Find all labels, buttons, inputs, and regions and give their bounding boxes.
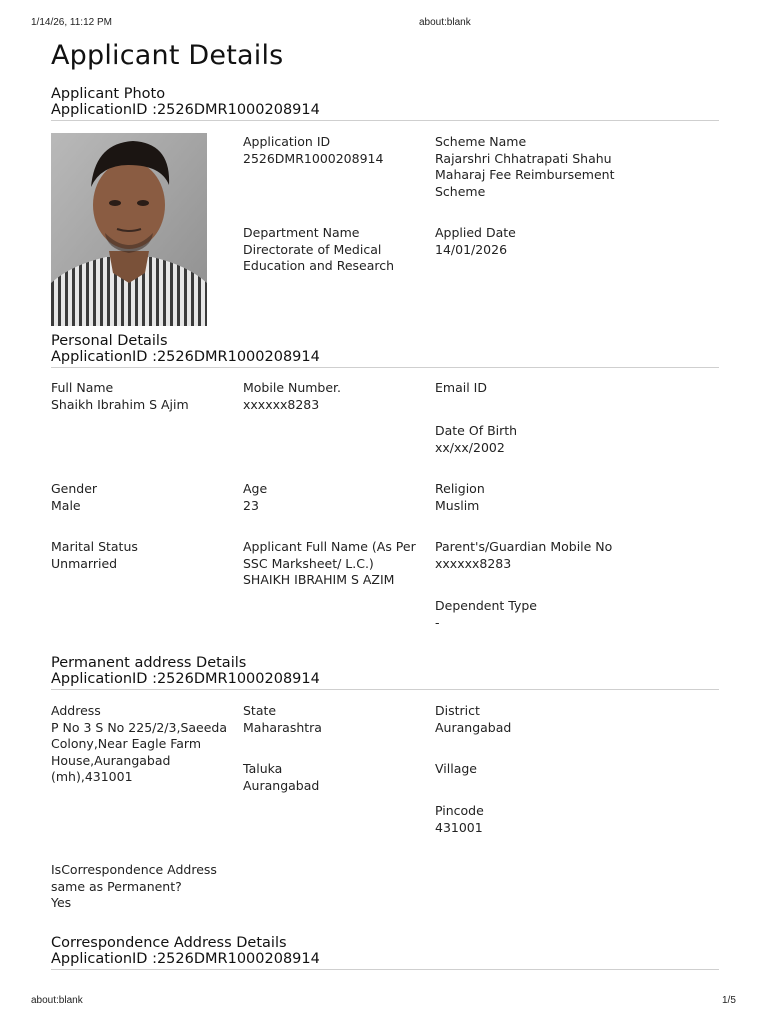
full-name-field bbox=[51, 380, 231, 413]
taluka-label: Taluka bbox=[243, 761, 283, 776]
application-id-value: 2526DMR1000208914 bbox=[243, 150, 384, 166]
marital-status-label: Marital Status bbox=[51, 539, 138, 554]
gender-field bbox=[51, 481, 231, 514]
email-id-label: Email ID bbox=[435, 380, 487, 395]
scheme-name-value: Rajarshri Chhatrapati Shahu Maharaj Fee Reimbursement Scheme bbox=[435, 150, 615, 199]
date-of-birth-value: xx/xx/2002 bbox=[435, 439, 505, 455]
pincode-field bbox=[435, 803, 625, 836]
print-footer-url: about:blank bbox=[31, 995, 83, 1006]
religion-value: Muslim bbox=[435, 497, 480, 513]
district-field bbox=[435, 703, 625, 736]
section-divider bbox=[51, 367, 719, 368]
state-label: State bbox=[243, 703, 277, 718]
pincode-label: Pincode bbox=[435, 803, 484, 818]
page-title: Applicant Details bbox=[51, 40, 284, 71]
scheme-name-field bbox=[435, 134, 625, 200]
applicant-photo bbox=[51, 133, 207, 326]
religion-label: Religion bbox=[435, 481, 485, 496]
mobile-number-field bbox=[243, 380, 423, 413]
print-page-number: 1/5 bbox=[722, 995, 736, 1006]
taluka-field bbox=[243, 761, 423, 794]
guardian-mobile-value: xxxxxx8283 bbox=[435, 555, 512, 571]
applicant-photo-image bbox=[51, 133, 207, 326]
applied-date-field bbox=[435, 225, 625, 258]
ssc-name-value: SHAIKH IBRAHIM S AZIM bbox=[243, 572, 395, 587]
district-value: Aurangabad bbox=[435, 719, 512, 735]
department-name-value: Directorate of Medical Education and Research bbox=[243, 241, 395, 273]
same-as-permanent-label: IsCorrespondence Address same as Permanent? bbox=[51, 862, 217, 894]
section-application-id: ApplicationID :2526DMR1000208914 bbox=[51, 349, 320, 365]
email-id-field bbox=[435, 380, 625, 397]
age-label: Age bbox=[243, 481, 268, 496]
full-name-value: Shaikh Ibrahim S Ajim bbox=[51, 396, 189, 412]
section-divider bbox=[51, 120, 719, 121]
gender-value: Male bbox=[51, 497, 81, 513]
address-label: Address bbox=[51, 703, 101, 718]
marital-status-field bbox=[51, 539, 231, 572]
section-title: Personal Details bbox=[51, 333, 168, 349]
section-application-id: ApplicationID :2526DMR1000208914 bbox=[51, 951, 320, 967]
section-title: Applicant Photo bbox=[51, 86, 166, 102]
applied-date-value: 14/01/2026 bbox=[435, 241, 508, 257]
department-name-label: Department Name bbox=[243, 225, 360, 240]
dependent-type-field bbox=[435, 598, 625, 631]
religion-field bbox=[435, 481, 625, 514]
scheme-name-label: Scheme Name bbox=[435, 134, 527, 149]
age-value: 23 bbox=[243, 497, 259, 513]
department-name-field bbox=[243, 225, 423, 275]
marital-status-value: Unmarried bbox=[51, 555, 118, 571]
ssc-name-label: Applicant Full Name (As Per SSC Marksheet/ L.C.) bbox=[243, 539, 416, 571]
applied-date-label: Applied Date bbox=[435, 225, 516, 240]
permanent-address-section bbox=[51, 655, 719, 687]
taluka-value: Aurangabad bbox=[243, 777, 320, 793]
state-field bbox=[243, 703, 423, 736]
ssc-name-field bbox=[243, 539, 425, 589]
application-id-label: Application ID bbox=[243, 134, 331, 149]
section-divider bbox=[51, 969, 719, 970]
print-url: about:blank bbox=[419, 17, 471, 28]
section-title: Permanent address Details bbox=[51, 655, 247, 671]
application-id-field bbox=[243, 134, 423, 167]
address-value: P No 3 S No 225/2/3,Saeeda Colony,Near Eagle Farm House,Aurangabad (mh),431001 bbox=[51, 719, 228, 784]
correspondence-address-section bbox=[51, 935, 719, 967]
section-application-id: ApplicationID :2526DMR1000208914 bbox=[51, 671, 320, 687]
state-value: Maharashtra bbox=[243, 719, 322, 735]
pincode-value: 431001 bbox=[435, 819, 483, 835]
gender-label: Gender bbox=[51, 481, 98, 496]
same-as-permanent-field bbox=[51, 862, 223, 912]
age-field bbox=[243, 481, 423, 514]
mobile-number-label: Mobile Number. bbox=[243, 380, 342, 395]
same-as-permanent-value: Yes bbox=[51, 895, 72, 910]
section-title: Correspondence Address Details bbox=[51, 935, 287, 951]
guardian-mobile-field bbox=[435, 539, 635, 572]
full-name-label: Full Name bbox=[51, 380, 114, 395]
personal-details-section bbox=[51, 333, 719, 365]
guardian-mobile-label: Parent's/Guardian Mobile No bbox=[435, 539, 613, 554]
print-datetime: 1/14/26, 11:12 PM bbox=[31, 17, 112, 28]
address-field bbox=[51, 703, 231, 786]
section-divider bbox=[51, 689, 719, 690]
dependent-type-label: Dependent Type bbox=[435, 598, 537, 613]
date-of-birth-label: Date Of Birth bbox=[435, 423, 518, 438]
dependent-type-value: - bbox=[435, 614, 440, 630]
applicant-photo-section bbox=[51, 86, 719, 118]
mobile-number-value: xxxxxx8283 bbox=[243, 396, 320, 412]
district-label: District bbox=[435, 703, 480, 718]
section-application-id: ApplicationID :2526DMR1000208914 bbox=[51, 102, 320, 118]
village-field bbox=[435, 761, 625, 778]
village-label: Village bbox=[435, 761, 477, 776]
date-of-birth-field bbox=[435, 423, 625, 456]
